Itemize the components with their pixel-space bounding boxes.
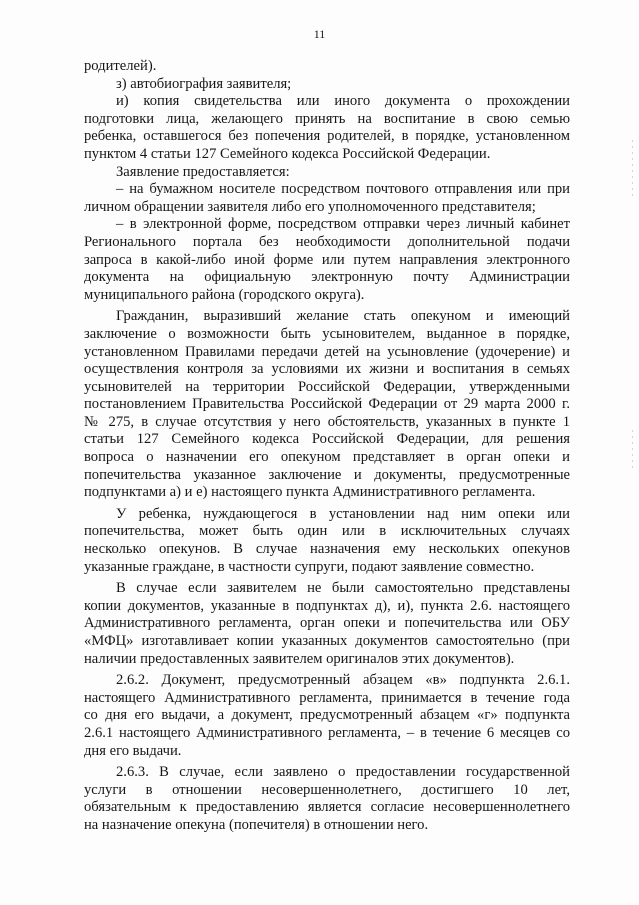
text-line: 2.6.2. Документ, предусмотренный абзацем «в» подпункта 2.6.1. (116, 672, 570, 689)
paragraph-p1 (84, 58, 570, 76)
text-line: попечительства указанное заключение и документы, предусмотренные (84, 466, 570, 483)
text-line: подпунктами а) и е) настоящего пункта Административного регламента. (84, 484, 536, 501)
paragraph-p5 (84, 181, 570, 216)
text-line: Административного регламента, орган опеки и попечительства или ОБУ (84, 615, 570, 632)
paragraph-p7 (84, 308, 570, 502)
page-number: 11 (313, 27, 326, 41)
text-line: з) автобиография заявителя; (116, 75, 292, 92)
text-line: статьи 127 Семейного кодекса Российской Федерации, для решения (84, 431, 570, 448)
text-line: 2.6.1 настоящего Административного регламента, – в течение 6 месяцев со (84, 724, 570, 741)
text-line: осуществления контроля за условиями их жизни и воспитания в семьях (84, 361, 570, 378)
document-body (84, 58, 570, 835)
paragraph-p10 (84, 672, 570, 760)
text-line: ребенка, оставшегося без попечения родителей, в порядке, установленном (84, 128, 570, 145)
text-line: У ребенка, нуждающегося в установлении над ним опеки или (116, 505, 570, 522)
text-line: на назначение опекуна (попечителя) в отношении него. (84, 816, 429, 833)
text-line: Гражданин, выразивший желание стать опекуном и имеющий (116, 308, 570, 325)
text-line: Заявление предоставляется: (116, 163, 290, 180)
paragraph-p3 (84, 93, 570, 163)
text-line: документа на официальную электронную почту Администрации (84, 269, 570, 286)
text-line: пунктом 4 статьи 127 Семейного кодекса Российской Федерации. (84, 145, 491, 162)
text-line: № 275, в случае отсутствия у него обстоятельств, указанных в пункте 1 (84, 413, 570, 430)
scan-edge-mark (632, 140, 633, 200)
text-line: и) копия свидетельства или иного документа о прохождении (116, 93, 570, 110)
text-line: вопроса о назначении его опекуном представляет в орган опеки и (84, 449, 570, 466)
text-line: усыновителей на территории Российской Федерации, утвержденными (84, 378, 570, 395)
text-line: Регионального портала без необходимости дополнительной подачи (84, 233, 570, 250)
text-line: «МФЦ» изготавливает копии указанных документов самостоятельно (при (84, 633, 570, 649)
paragraph-p6 (84, 216, 570, 304)
text-line: указанные граждане, в частности супруги, подают заявление совместно. (84, 558, 535, 575)
text-line: дня его выдачи. (84, 742, 182, 759)
text-line: – на бумажном носителе посредством почтового отправления или при (116, 181, 570, 198)
scan-edge-mark (632, 430, 633, 470)
text-line: копии документов, указанные в подпунктах д), и), пункта 2.6. настоящего (84, 597, 570, 614)
paragraph-p9 (84, 580, 570, 668)
text-line: подготовки лица, желающего принять на воспитание в свою семью (84, 110, 570, 127)
text-line: муниципального района (городского округа). (84, 286, 365, 303)
text-line: настоящего Административного регламента, принимается в течение года (84, 689, 570, 706)
text-line: несколько опекунов. В случае назначения ему нескольких опекунов (84, 541, 570, 558)
text-line: заключение о возможности быть усыновителем, выданное в порядке, (84, 325, 570, 342)
text-line: – в электронной форме, посредством отправки через личный кабинет (116, 216, 570, 233)
text-line: услуги в отношении несовершеннолетнего, достигшего 10 лет, (84, 781, 570, 798)
text-line: наличии предоставленных заявителем оригиналов этих документов). (84, 650, 515, 667)
text-line: постановлением Правительства Российской Федерации от 29 марта 2000 г. (84, 396, 570, 413)
paragraph-p11 (84, 764, 570, 834)
text-line: В случае если заявителем не были самостоятельно представлены (116, 580, 570, 597)
text-line: установленном Правилами передачи детей на усыновление (удочерение) и (84, 343, 570, 360)
text-line: обязательным к предоставлению является согласие несовершеннолетнего (84, 799, 570, 816)
paragraph-p8 (84, 506, 570, 576)
text-line: запроса в какой-либо иной форме или путем направления электронного (84, 251, 570, 268)
paragraph-p2 (84, 76, 570, 94)
text-line: родителей). (84, 58, 157, 74)
text-line: попечительства, может быть один или в исключительных случаях (84, 523, 570, 540)
paragraph-p4 (84, 164, 570, 182)
text-line: со дня его выдачи, а документ, предусмотренный абзацем «г» подпункта (84, 707, 570, 724)
text-line: личном обращении заявителя либо его уполномоченного представителя; (84, 198, 536, 215)
text-line: 2.6.3. В случае, если заявлено о предоставлении государственной (116, 764, 570, 781)
